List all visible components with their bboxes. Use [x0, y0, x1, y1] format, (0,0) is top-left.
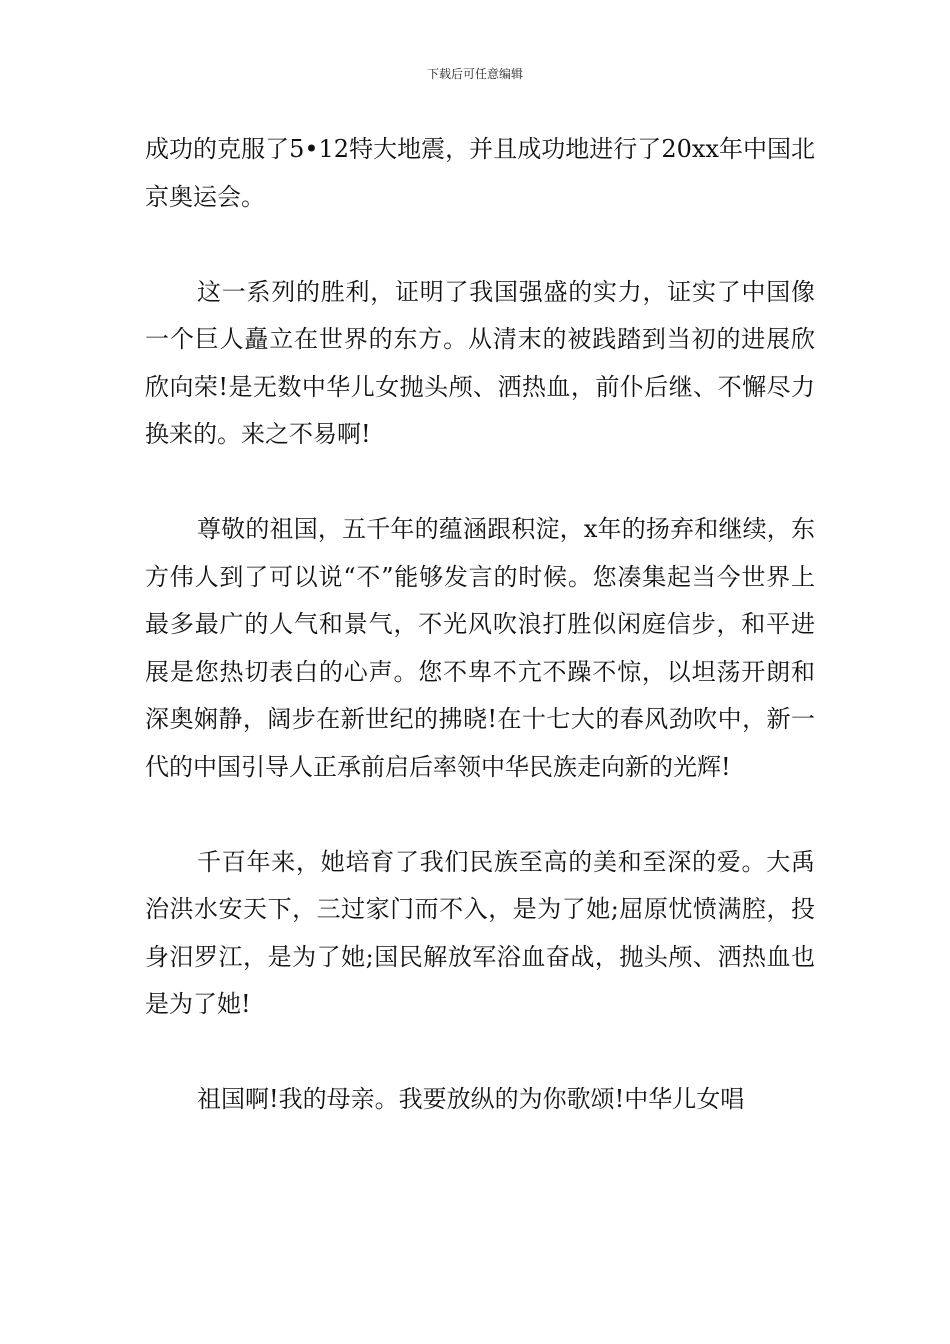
- paragraph: 这一系列的胜利，证明了我国强盛的实力，证实了中国像一个巨人矗立在世界的东方。从清末的被践踏到当初的进展欣欣向荣!是无数中华儿女抛头颅、洒热血，前仆后继、不懈尽力换来的。来之不易啊!: [145, 277, 815, 448]
- page-header: 下载后可任意编辑: [426, 67, 523, 81]
- paragraph: 千百年来，她培育了我们民族至高的美和至深的爱。大禹治洪水安天下，三过家门而不入，是为了她;屈原忧愤满腔，投身汨罗江，是为了她;国民解放军浴血奋战，抛头颅、洒热血也是为了她!: [145, 847, 815, 1018]
- paragraph: 祖国啊!我的母亲。我要放纵的为你歌颂!中华儿女唱: [197, 1085, 745, 1113]
- document-body: [145, 126, 815, 1124]
- paragraph: 成功的克服了5•12特大地震，并且成功地进行了20xx年中国北京奥运会。: [145, 135, 815, 211]
- paragraph: 尊敬的祖国，五千年的蕴涵跟积淀，x年的扬弃和继续，东方伟人到了可以说“不”能够发言的时候。您凑集起当今世界上最多最广的人气和景气，不光风吹浪打胜似闲庭信步，和平进展是您热切表白的心声。您不卑不亢不躁不惊，以坦荡开朗和深奥娴静，阔步在新世纪的拂晓!在十七大的春风劲吹中，新一代的中国引导人正承前启后率领中华民族走向新的光辉!: [145, 515, 815, 781]
